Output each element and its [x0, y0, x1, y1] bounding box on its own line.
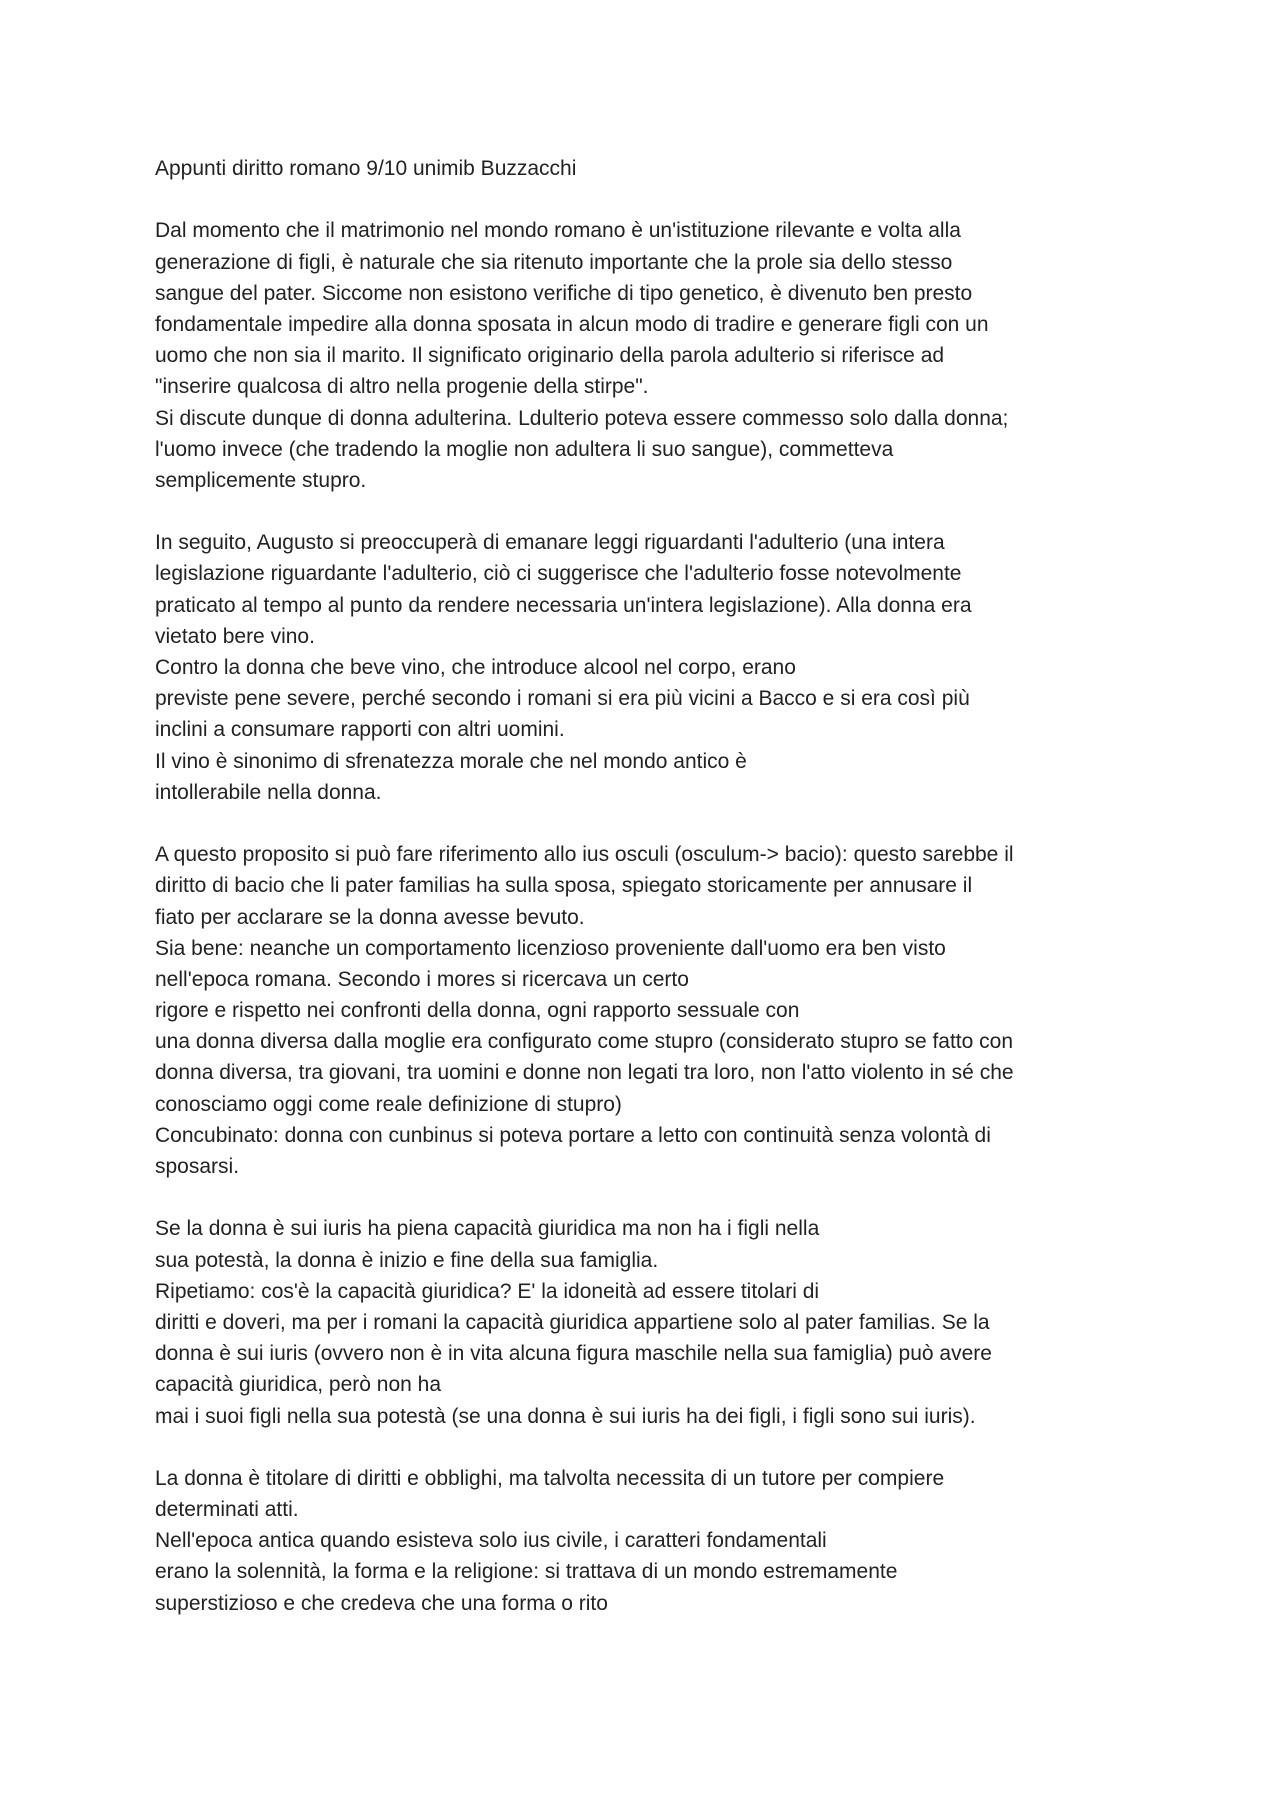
text-line: nell'epoca romana. Secondo i mores si ricercava un certo [155, 967, 689, 991]
paragraph-gap [155, 1182, 1165, 1213]
paragraph [155, 527, 1165, 808]
text-line: Contro la donna che beve vino, che introduce alcool nel corpo, erano [155, 656, 796, 679]
text-line: superstizioso e che credeva che una forma o rito [155, 1591, 608, 1615]
paragraph [155, 1463, 1165, 1619]
text-line: Si discute dunque di donna adulterina. Ldulterio poteva essere commesso solo dalla donna; [155, 406, 1009, 430]
paragraph [155, 839, 1165, 1182]
paragraph [155, 215, 1165, 496]
text-line: Se la donna è sui iuris ha piena capacità giuridica ma non ha i figli nella [155, 1217, 820, 1241]
text-line: praticato al tempo al punto da rendere necessaria un'intera legislazione). Alla donna era [155, 593, 972, 617]
text-line: legislazione riguardante l'adulterio, ciò ci suggerisce che l'adulterio fosse notevolmente [155, 562, 962, 586]
paragraph-gap [155, 496, 1165, 527]
text-line: intollerabile nella donna. [155, 780, 382, 804]
text-line: La donna è titolare di diritti e obblighi, ma talvolta necessita di un tutore per compiere [155, 1466, 945, 1490]
text-line: inclini a consumare rapporti con altri uomini. [155, 718, 565, 742]
document-title: Appunti diritto romano 9/10 unimib Buzzacchi [155, 157, 577, 180]
paragraph-blocks [155, 215, 1165, 1618]
text-line: generazione di figli, è naturale che sia ritenuto importante che la prole sia dello stesso [155, 250, 953, 274]
text-line: A questo proposito si può fare riferimento allo ius osculi (osculum-> bacio): questo sarebbe il [155, 843, 1014, 867]
text-line: mai i suoi figli nella sua potestà (se una donna è sui iuris ha dei figli, i figli sono sui iuris). [155, 1404, 976, 1428]
text-line: Concubinato: donna con cunbinus si poteva portare a letto con continuità senza volontà di [155, 1123, 991, 1147]
text-line: uomo che non sia il marito. Il significato originario della parola adulterio si riferisce ad [155, 344, 945, 368]
text-line: fondamentale impedire alla donna sposata in alcun modo di tradire e generare figli con un [155, 312, 989, 336]
text-line: conosciamo oggi come reale definizione di stupro) [155, 1092, 622, 1116]
text-line: "inserire qualcosa di altro nella progenie della stirpe". [155, 375, 649, 399]
text-line: Dal momento che il matrimonio nel mondo romano è un'istituzione rilevante e volta alla [155, 219, 961, 243]
text-line: determinati atti. [155, 1498, 299, 1522]
text-line: In seguito, Augusto si preoccuperà di emanare leggi riguardanti l'adulterio (una intera [155, 531, 945, 555]
text-line: diritti e doveri, ma per i romani la capacità giuridica appartiene solo al pater familias. Se la [155, 1310, 990, 1334]
text-line: erano la solennità, la forma e la religione: si trattava di un mondo estremamente [155, 1560, 898, 1584]
text-line: capacità giuridica, però non ha [155, 1373, 442, 1397]
text-line: sua potestà, la donna è inizio e fine della sua famiglia. [155, 1248, 659, 1272]
paragraph-gap [155, 1432, 1165, 1463]
text-line: donna diversa, tra giovani, tra uomini e donne non legati tra loro, non l'atto violento in sé che [155, 1061, 1014, 1085]
paragraph-gap [155, 808, 1165, 839]
text-line: donna è sui iuris (ovvero non è in vita alcuna figura maschile nella sua famiglia) può avere [155, 1342, 992, 1366]
text-line: rigore e rispetto nei confronti della donna, ogni rapporto sessuale con [155, 999, 800, 1023]
text-line: l'uomo invece (che tradendo la moglie non adultera li suo sangue), commetteva [155, 437, 894, 461]
document-body [155, 153, 1165, 1619]
text-line: previste pene severe, perché secondo i romani si era più vicini a Bacco e si era così più [155, 687, 970, 711]
text-line: Sia bene: neanche un comportamento licenzioso proveniente dall'uomo era ben visto [155, 936, 946, 960]
text-line: semplicemente stupro. [155, 468, 367, 492]
text-line: sangue del pater. Siccome non esistono verifiche di tipo genetico, è divenuto ben presto [155, 281, 973, 305]
text-line: Ripetiamo: cos'è la capacità giuridica? E' la idoneità ad essere titolari di [155, 1279, 820, 1303]
text-line: Nell'epoca antica quando esisteva solo ius civile, i caratteri fondamentali [155, 1529, 827, 1553]
text-line: fiato per acclarare se la donna avesse bevuto. [155, 905, 585, 929]
text-line: sposarsi. [155, 1155, 240, 1178]
text-line: una donna diversa dalla moglie era configurato come stupro (considerato stupro se fatto con [155, 1030, 1014, 1054]
text-line: vietato bere vino. [155, 624, 315, 648]
text-line: diritto di bacio che li pater familias ha sulla sposa, spiegato storicamente per annusare il [155, 874, 973, 898]
text-line: Il vino è sinonimo di sfrenatezza morale che nel mondo antico è [155, 749, 747, 773]
paragraph-gap [155, 184, 1165, 215]
paragraph [155, 1213, 1165, 1431]
